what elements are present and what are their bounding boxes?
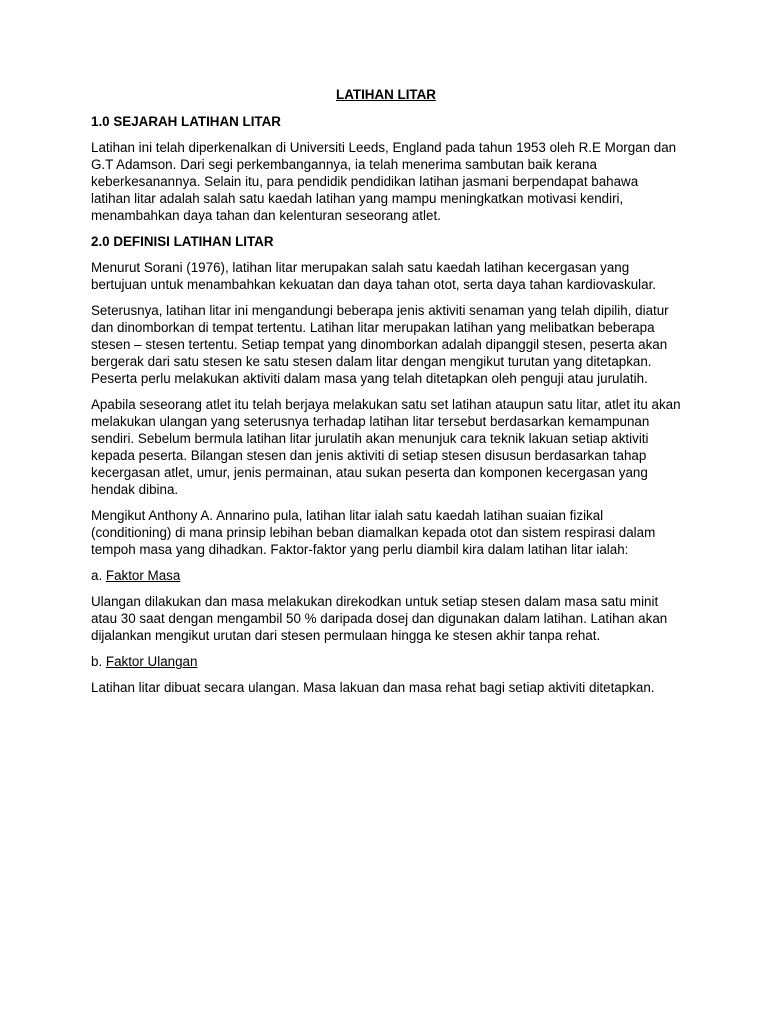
document-title: LATIHAN LITAR bbox=[336, 87, 436, 102]
section-2-paragraph-1: Menurut Sorani (1976), latihan litar merupakan salah satu kaedah latihan kecergasan yang bertujuan untuk menambahkan kekuatan dan daya tahan otot, serta daya tahan kardiovaskular. bbox=[91, 260, 657, 292]
factor-b-label: Faktor Ulangan bbox=[105, 654, 198, 669]
factor-b-label-line bbox=[91, 653, 681, 670]
factor-a-paragraph: Ulangan dilakukan dan masa melakukan direkodkan untuk setiap stesen dalam masa satu minit atau 30 saat dengan mengambil 50 % daripada dosej dan digunakan dalam latihan. Latihan akan dijalankan mengikut urutan dari stesen permulaan hingga ke stesen akhir tanpa rehat. bbox=[91, 594, 668, 643]
document-page bbox=[91, 86, 681, 705]
factor-b-paragraph: Latihan litar dibuat secara ulangan. Masa lakuan dan masa rehat bagi setiap aktiviti ditetapkan. bbox=[91, 680, 655, 695]
factor-a-prefix: a. bbox=[91, 568, 106, 583]
section-2-paragraph-2: Seterusnya, latihan litar ini mengandungi beberapa jenis aktiviti senaman yang telah dipilih, diatur dan dinomborkan di tempat tertentu. Latihan litar merupakan latihan yang melibatkan beberapa stesen – stesen tertentu. Setiap tempat yang dinomborkan adalah dipanggil stesen, peserta akan bergerak dari satu stesen ke satu stesen dalam litar dengan mengikut turutan yang ditetapkan. Peserta perlu melakukan aktiviti dalam masa yang telah ditetapkan oleh penguji atau jurulatih. bbox=[91, 303, 669, 386]
section-2-heading: 2.0 DEFINISI LATIHAN LITAR bbox=[91, 234, 274, 249]
section-1-paragraph: Latihan ini telah diperkenalkan di Universiti Leeds, England pada tahun 1953 oleh R.E Morgan dan G.T Adamson. Dari segi perkembangannya, ia telah menerima sambutan baik kerana keberkesanannya. Selain itu, para pendidik pendidikan latihan jasmani berpendapat bahawa latihan litar adalah salah satu kaedah latihan yang mampu meningkatkan motivasi kendiri, menambahkan daya tahan dan kelenturan seseorang atlet. bbox=[91, 140, 677, 223]
section-2-paragraph-4: Mengikut Anthony A. Annarino pula, latihan litar ialah satu kaedah latihan suaian fizikal (conditioning) di mana prinsip lebihan beban diamalkan kepada otot dan sistem respirasi dalam tempoh masa yang dihadkan. Faktor-faktor yang perlu diambil kira dalam latihan litar ialah: bbox=[91, 508, 656, 557]
factor-a-label-line bbox=[91, 567, 681, 584]
section-1-heading: 1.0 SEJARAH LATIHAN LITAR bbox=[91, 114, 281, 129]
factor-b-prefix: b. bbox=[91, 654, 106, 669]
section-2-paragraph-3: Apabila seseorang atlet itu telah berjaya melakukan satu set latihan ataupun satu litar, atlet itu akan melakukan ulangan yang seterusnya terhadap latihan litar tersebut berdasarkan kemampunan sendiri. Sebelum bermula latihan litar jurulatih akan menunjuk cara teknik lakuan setiap aktiviti kepada peserta. Bilangan stesen dan jenis aktiviti di setiap stesen disusun berdasarkan tahap kecergasan atlet, umur, jenis permainan, atau sukan peserta dan komponen kecergasan yang hendak dibina. bbox=[91, 397, 681, 497]
factor-a-label: Faktor Masa bbox=[105, 568, 181, 583]
